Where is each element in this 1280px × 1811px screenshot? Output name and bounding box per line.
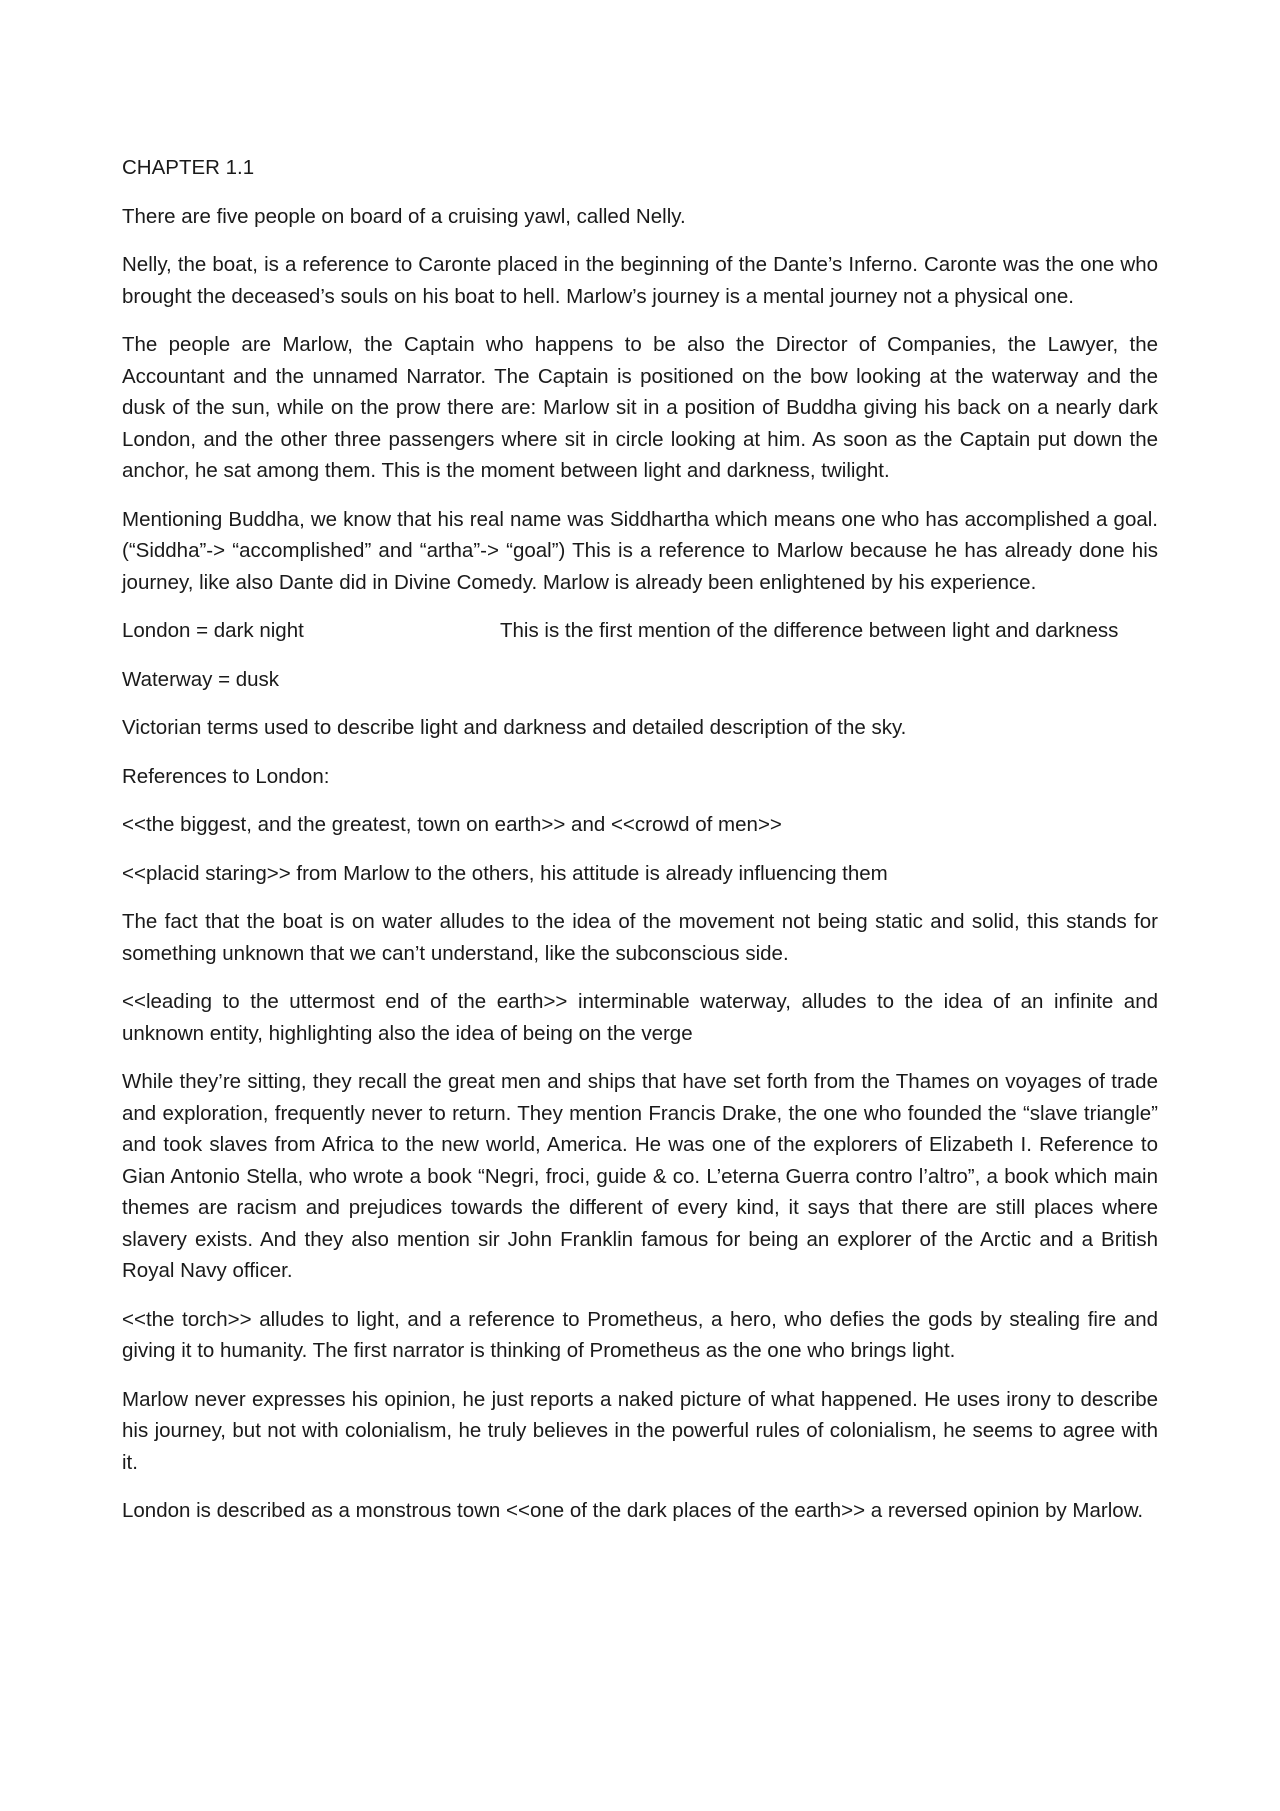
paragraph-waterway-dusk: Waterway = dusk xyxy=(122,667,280,691)
paragraph-people-on-board: The people are Marlow, the Captain who happens to be also the Director of Companies, the Lawyer, the Accountant and the unnamed Narrator. The Captain is positioned on the bow looking at the waterway and the dusk of the sun, while on the prow there are: Marlow sit in a position of Buddha giving his back on a nearly dark London, and the other three passengers where sit in circle looking at him. As soon as the Captain put down the anchor, he sat among them. This is the moment between light and darkness, twilight. xyxy=(122,333,1158,482)
paragraph-biggest-town: <<the biggest, and the greatest, town on earth>> and <<crowd of men>> xyxy=(122,813,782,836)
paragraph-london-dark-night xyxy=(122,615,1158,647)
document-page xyxy=(122,152,1158,1544)
paragraph-placid-staring: <<placid staring>> from Marlow to the others, his attitude is already influencing them xyxy=(122,861,888,885)
paragraph-victorian-terms: Victorian terms used to describe light and darkness and detailed description of the sky. xyxy=(122,716,907,739)
light-darkness-note: This is the first mention of the difference between light and darkness xyxy=(500,619,1119,642)
paragraph-marlow-opinion: Marlow never expresses his opinion, he just reports a naked picture of what happened. He uses irony to describe his journey, but not with colonialism, he truly believes in the powerful rules of colonialism, he seems to agree with it. xyxy=(122,1387,1158,1474)
paragraph-five-people: There are five people on board of a cruising yawl, called Nelly. xyxy=(122,204,686,228)
paragraph-buddha: Mentioning Buddha, we know that his real name was Siddhartha which means one who has accomplished a goal. (“Siddha”-> “accomplished” and “artha”-> “goal”) This is a reference to Marlow because he has already done his journey, like also Dante did in Divine Comedy. Marlow is already been enlightened by his experience. xyxy=(122,507,1158,594)
paragraph-references-london: References to London: xyxy=(122,764,330,788)
paragraph-monstrous-town: London is described as a monstrous town <<one of the dark places of the earth>> a reversed opinion by Marlow. xyxy=(122,1499,1144,1522)
london-dark-night-label: London = dark night xyxy=(122,619,304,642)
paragraph-great-men-ships: While they’re sitting, they recall the great men and ships that have set forth from the Thames on voyages of trade and exploration, frequently never to return. They mention Francis Drake, the one who founded the “slave triangle” and took slaves from Africa to the new world, America. He was one of the explorers of Elizabeth I. Reference to Gian Antonio Stella, who wrote a book “Negri, froci, guide & co. L’eterna Guerra contro l’altro”, a book which main themes are racism and prejudices towards the different of every kind, it says that there are still places where slavery exists. And they also mention sir John Franklin famous for being an explorer of the Arctic and a British Royal Navy officer. xyxy=(122,1070,1158,1282)
chapter-heading: CHAPTER 1.1 xyxy=(122,156,255,179)
paragraph-torch-prometheus: <<the torch>> alludes to light, and a reference to Prometheus, a hero, who defies the gods by stealing fire and giving it to humanity. The first narrator is thinking of Prometheus as the one who brings light. xyxy=(122,1307,1158,1362)
paragraph-nelly-caronte: Nelly, the boat, is a reference to Caronte placed in the beginning of the Dante’s Inferno. Caronte was the one who brought the deceased’s souls on his boat to hell. Marlow’s journey is a mental journey not a physical one. xyxy=(122,253,1158,308)
paragraph-boat-on-water: The fact that the boat is on water alludes to the idea of the movement not being static and solid, this stands for something unknown that we can’t understand, like the subconscious side. xyxy=(122,910,1158,965)
paragraph-uttermost-end: <<leading to the uttermost end of the earth>> interminable waterway, alludes to the idea of an infinite and unknown entity, highlighting also the idea of being on the verge xyxy=(122,990,1158,1045)
